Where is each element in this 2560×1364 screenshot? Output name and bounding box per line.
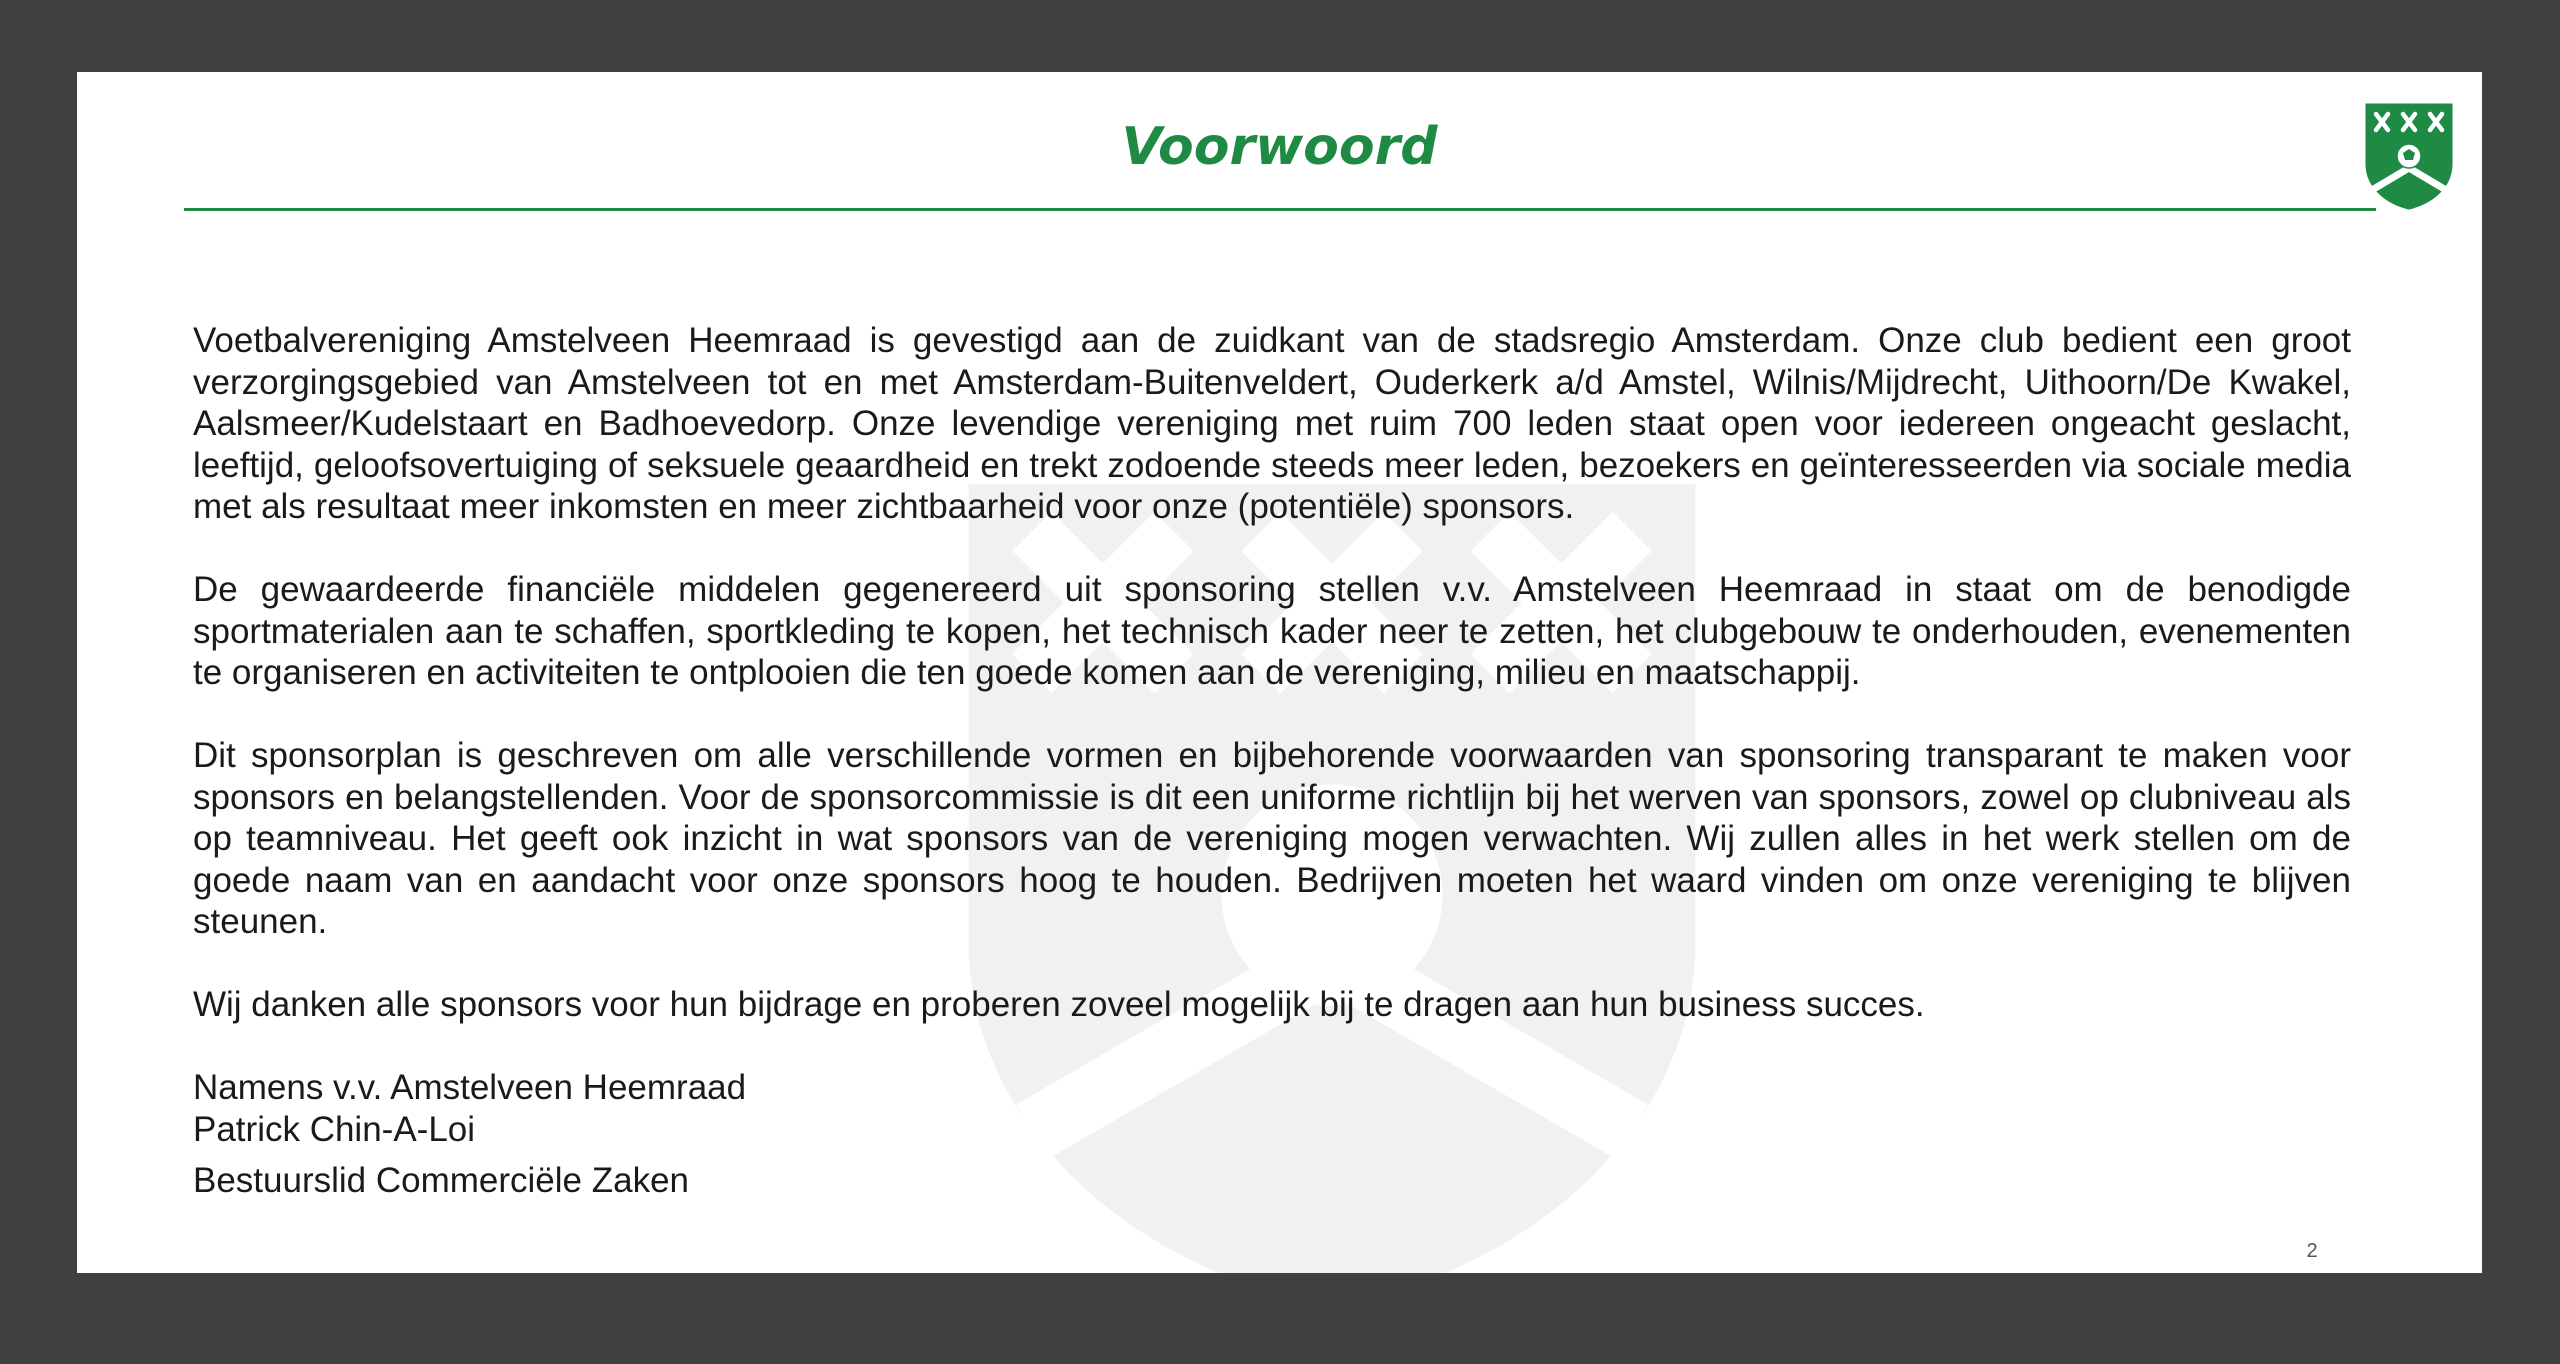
foreword-paragraph-3: Dit sponsorplan is geschreven om alle verschillende vormen en bijbehorende voorwaarden van sponsoring transparant te maken voor sponsors en belangstellenden. Voor de sponsorcommissie is dit een uniforme richtlijn bij het werven van sponsors, zowel op clubniveau als op teamniveau. Het geeft ook inzicht in wat sponsors van de vereniging mogen verwachten. Wij zullen alles in het werk stellen om de goede naam van en aandacht voor onze sponsors hoog te houden. Bedrijven moeten het waard vinden om onze vereniging te blijven steunen.	[193, 736, 2351, 941]
signature-block	[193, 1067, 2351, 1202]
foreword-paragraph-2: De gewaardeerde financiële middelen gegenereerd uit sponsoring stellen v.v. Amstelveen Heemraad in staat om de benodigde sportmaterialen aan te schaffen, sportkleding te kopen, het technisch kader neer te zetten, het clubgebouw te onderhouden, evenementen te organiseren en activiteiten te ontplooien die ten goede komen aan de vereniging, milieu en maatschappij.	[193, 570, 2351, 692]
foreword-paragraph-4: Wij danken alle sponsors voor hun bijdrage en proberen zoveel mogelijk bij te dragen aan hun business succes.	[193, 985, 1925, 1024]
foreword-body	[193, 320, 2351, 1202]
foreword-paragraph-1: Voetbalvereniging Amstelveen Heemraad is gevestigd aan de zuidkant van de stadsregio Amsterdam. Onze club bedient een groot verzorgingsgebied van Amstelveen tot en met Amsterdam-Buitenveldert, Ouderkerk a/d Amstel, Wilnis/Mijdrecht, Uithoorn/De Kwakel, Aalsmeer/Kudelstaart en Badhoevedorp. Onze levendige vereniging met ruim 700 leden staat open voor iedereen ongeacht geslacht, leeftijd, geloofsovertuiging of seksuele geaardheid en trekt zodoende steeds meer leden, bezoekers en geïnteresseerden via sociale media met als resultaat meer inkomsten en meer zichtbaarheid voor onze (potentiële) sponsors.	[193, 321, 2351, 526]
page-title: Voorwoord	[1121, 117, 1438, 177]
title-divider	[184, 208, 2376, 211]
signature-on-behalf: Namens v.v. Amstelveen Heemraad	[193, 1068, 747, 1107]
signature-role: Bestuurslid Commerciële Zaken	[193, 1161, 690, 1200]
document-page	[77, 72, 2482, 1273]
club-crest-icon	[2364, 102, 2454, 210]
signature-name: Patrick Chin-A-Loi	[193, 1109, 476, 1149]
page-number: 2	[2306, 1240, 2318, 1262]
